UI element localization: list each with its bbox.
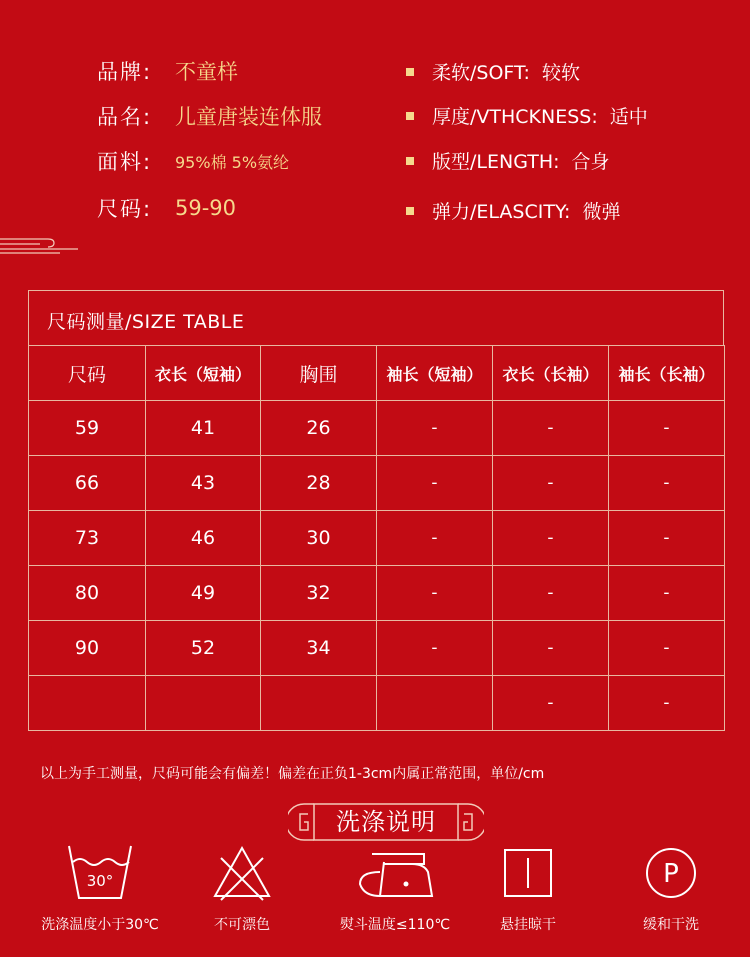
column-header: 胸围: [261, 346, 377, 401]
brand-row: [97, 56, 238, 86]
table-cell: [29, 676, 146, 731]
column-header: 尺码: [29, 346, 146, 401]
table-row: [29, 401, 725, 456]
table-cell: -: [609, 566, 725, 621]
care-label: 悬挂晾干: [500, 917, 556, 933]
table-cell: -: [609, 511, 725, 566]
table-cell: -: [493, 566, 609, 621]
column-header: 袖长（短袖）: [377, 346, 493, 401]
table-cell: 52: [146, 621, 261, 676]
care-label: 洗涤温度小于30℃: [41, 917, 159, 933]
table-cell: -: [609, 456, 725, 511]
care-item-iron: [325, 840, 465, 933]
size-table-grid: [28, 345, 725, 731]
dry-clean-letter: P: [663, 859, 679, 889]
hang-dry-icon: [493, 840, 563, 906]
care-item-hang-dry: [458, 840, 598, 933]
size-table: [28, 290, 724, 727]
table-cell: -: [377, 566, 493, 621]
table-row: [29, 511, 725, 566]
wash-instructions-banner: [288, 800, 484, 844]
table-cell: -: [377, 511, 493, 566]
feature-soft: [406, 58, 580, 85]
table-cell: [146, 676, 261, 731]
table-cell: 90: [29, 621, 146, 676]
wash-instructions-title: 洗涤说明: [336, 808, 436, 836]
table-row: [29, 621, 725, 676]
bullet-square-icon: [406, 68, 414, 76]
size-range-value: 59-90: [175, 196, 237, 220]
table-row: [29, 456, 725, 511]
table-cell: 59: [29, 401, 146, 456]
table-cell: 34: [261, 621, 377, 676]
column-header: 袖长（长袖）: [609, 346, 725, 401]
table-cell: 28: [261, 456, 377, 511]
size-table-title: 尺码测量/SIZE TABLE: [47, 311, 245, 333]
product-name-label: 品名:: [97, 105, 153, 129]
table-cell: [261, 676, 377, 731]
wash-temp-text: 30°: [86, 872, 114, 890]
care-label: 缓和干洗: [643, 917, 699, 933]
care-item-dry-clean: [601, 840, 741, 933]
table-cell: 73: [29, 511, 146, 566]
table-cell: 66: [29, 456, 146, 511]
product-name-row: [97, 101, 322, 131]
table-cell: -: [377, 401, 493, 456]
table-cell: 80: [29, 566, 146, 621]
measurement-note: 以上为手工测量，尺码可能会有偏差！偏差在正负1-3cm内属正常范围，单位/cm: [40, 766, 545, 782]
size-table-title-bar: [28, 290, 724, 346]
table-cell: [377, 676, 493, 731]
fabric-value: 95%棉 5%氨纶: [175, 152, 290, 172]
table-cell: -: [377, 456, 493, 511]
feature-elasticity: [406, 197, 620, 224]
bullet-square-icon: [406, 207, 414, 215]
table-row: [29, 566, 725, 621]
table-cell: -: [609, 676, 725, 731]
table-cell: -: [493, 456, 609, 511]
wash-basin-icon: [65, 840, 135, 906]
feature-label: 柔软/SOFT:: [432, 62, 530, 84]
table-cell: -: [609, 401, 725, 456]
table-cell: -: [493, 511, 609, 566]
no-bleach-icon: [207, 840, 277, 906]
feature-label: 厚度/VTHCKNESS:: [432, 106, 598, 128]
table-cell: 26: [261, 401, 377, 456]
bullet-square-icon: [406, 157, 414, 165]
product-name-value: 儿童唐装连体服: [175, 105, 322, 129]
table-cell: 43: [146, 456, 261, 511]
care-label: 熨斗温度≤110℃: [339, 917, 451, 933]
table-cell: -: [377, 621, 493, 676]
table-header-row: [29, 346, 725, 401]
table-cell: -: [609, 621, 725, 676]
care-item-no-bleach: [172, 840, 312, 933]
table-cell: 46: [146, 511, 261, 566]
table-cell: 41: [146, 401, 261, 456]
bullet-square-icon: [406, 112, 414, 120]
decorative-lines-icon: [0, 236, 90, 256]
size-range-row: [97, 193, 236, 223]
feature-value: 微弹: [582, 201, 621, 223]
feature-value: 合身: [571, 151, 610, 173]
fabric-row: [97, 146, 289, 176]
column-header: 衣长（短袖）: [146, 346, 261, 401]
feature-value: 较软: [541, 62, 580, 84]
feature-label: 版型/LENGTH:: [432, 151, 560, 173]
feature-length: [406, 147, 610, 174]
iron-icon: [350, 840, 440, 906]
size-range-label: 尺码:: [97, 197, 153, 221]
table-cell: 49: [146, 566, 261, 621]
feature-thickness: [406, 102, 648, 129]
feature-label: 弹力/ELASCITY:: [432, 201, 571, 223]
care-label: 不可漂色: [214, 917, 270, 933]
table-cell: -: [493, 401, 609, 456]
fabric-label: 面料:: [97, 150, 153, 174]
table-cell: -: [493, 621, 609, 676]
table-cell: 32: [261, 566, 377, 621]
table-row: [29, 676, 725, 731]
feature-value: 适中: [609, 106, 648, 128]
dry-clean-icon: [636, 840, 706, 906]
brand-value: 不童样: [175, 60, 238, 84]
column-header: 衣长（长袖）: [493, 346, 609, 401]
brand-label: 品牌:: [97, 60, 153, 84]
table-cell: 30: [261, 511, 377, 566]
care-item-wash: [30, 840, 170, 933]
table-cell: -: [493, 676, 609, 731]
